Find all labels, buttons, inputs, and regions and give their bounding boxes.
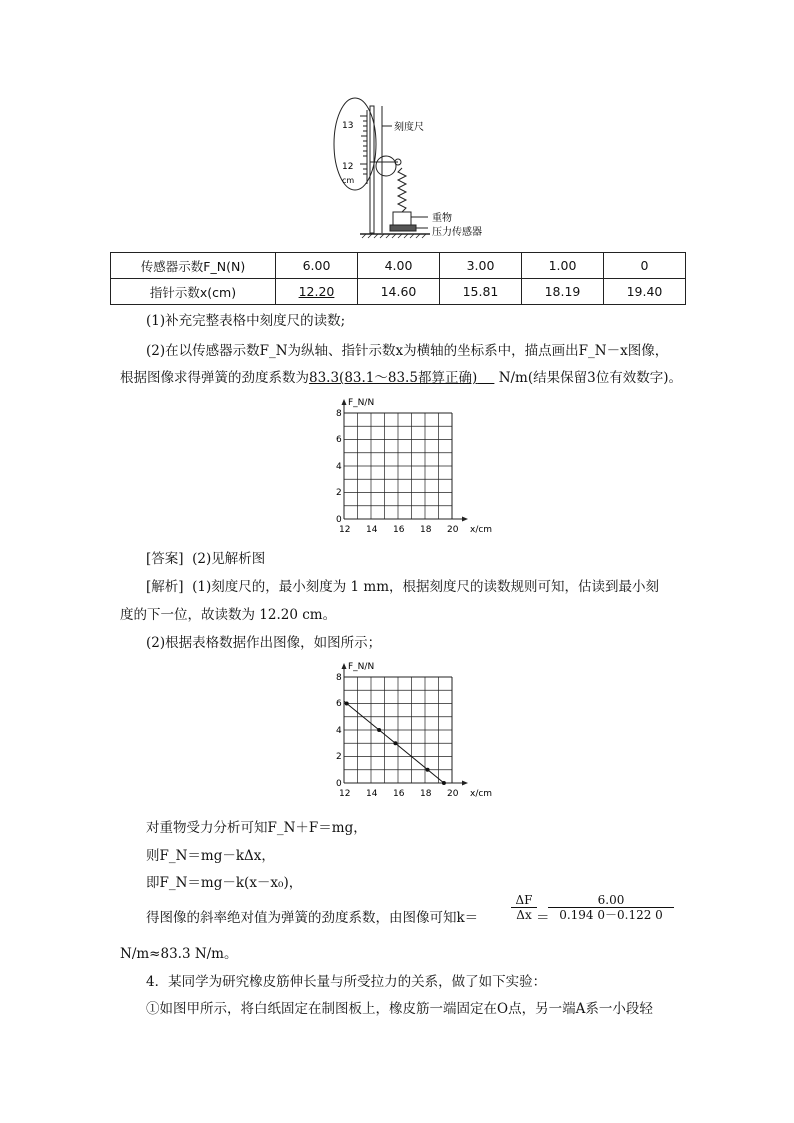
table-cell: 3.00	[440, 253, 522, 279]
data-point	[442, 781, 446, 785]
fraction-1	[511, 893, 537, 923]
k-equals: k＝	[456, 910, 479, 926]
table-cell: 19.40	[604, 279, 686, 305]
y-tick-label: 2	[336, 488, 342, 498]
problem4-line2: ①如图甲所示，将白纸固定在制图板上，橡皮筋一端固定在O点，另一端A系一小段轻	[146, 1001, 653, 1017]
table-cell: 18.19	[522, 279, 604, 305]
q2-answer: 83.3(83.1～83.5都算正确)	[309, 370, 478, 386]
apparatus-figure	[330, 96, 490, 241]
y-tick-label: 8	[336, 409, 342, 419]
weight-block	[393, 212, 411, 225]
x-tick-label: 16	[393, 789, 405, 799]
derivation-line2: 则F_N＝mg－kΔx，	[146, 848, 275, 864]
y-axis-arrow	[342, 399, 347, 405]
x-tick-label: 18	[420, 525, 432, 535]
weight-label: 重物	[432, 213, 452, 224]
question-2-line2	[120, 366, 682, 386]
data-point	[345, 702, 349, 706]
table-cell: 1.00	[522, 253, 604, 279]
row1-label: 传感器示数F_N(N)	[111, 253, 276, 279]
y-tick-label: 2	[336, 752, 342, 762]
answer-text: (2)见解析图	[192, 551, 266, 567]
analysis-line3: (2)根据表格数据作出图像，如图所示；	[146, 635, 382, 651]
table-row	[111, 253, 686, 279]
fraction-2	[548, 893, 674, 923]
tick-13-label: 13	[342, 121, 354, 131]
y-tick-label: 6	[336, 435, 342, 445]
analysis-line2: 度的下一位，故读数为 12.20 cm。	[120, 607, 337, 623]
frac2-num: 6.00	[548, 893, 674, 908]
grid	[342, 399, 469, 522]
problem4-line1: 4．某同学为研究橡皮筋伸长量与所受拉力的关系，做了如下实验：	[146, 974, 547, 990]
x-tick-label: 14	[366, 525, 378, 535]
ruler-ticks	[360, 110, 367, 184]
derivation-text: 得图像的斜率绝对值为弹簧的劲度系数，由图像可知	[146, 910, 457, 926]
tick-12-label: 12	[342, 162, 354, 172]
grid	[342, 663, 469, 786]
row2-label: 指针示数x(cm)	[111, 279, 276, 305]
plotted-graph	[322, 660, 502, 802]
y-axis-arrow	[342, 663, 347, 669]
table-cell: 15.81	[440, 279, 522, 305]
equals-sign: ＝	[536, 910, 550, 926]
y-tick-label: 4	[336, 726, 342, 736]
pressure-sensor	[390, 225, 416, 231]
table-cell: 4.00	[358, 253, 440, 279]
q2-pre: 根据图像求得弹簧的劲度系数为	[120, 370, 309, 386]
answer-value: 12.20	[298, 284, 335, 299]
x-tick-label: 20	[447, 789, 459, 799]
derivation-line4	[146, 906, 478, 926]
blank-graph	[322, 396, 502, 538]
analysis-line1	[146, 575, 659, 595]
x-tick-label: 12	[339, 525, 351, 535]
sensor-label: 压力传感器	[432, 227, 482, 238]
frac1-num: ΔF	[511, 893, 537, 908]
table-cell: 6.00	[276, 253, 358, 279]
table-cell-answer	[276, 279, 358, 305]
y-axis-label: F_N/N	[348, 398, 375, 408]
table-cell: 0	[604, 253, 686, 279]
analysis-tag: [解析]	[146, 579, 184, 595]
data-point	[377, 728, 381, 732]
x-tick-label: 20	[447, 525, 459, 535]
derivation-line3: 即F_N＝mg－k(x－x₀)，	[146, 875, 303, 891]
analysis-text: (1)刻度尺的，最小刻度为 1 mm，根据刻度尺的读数规则可知，估读到最小刻	[192, 579, 660, 595]
frac2-den: 0.194 0－0.122 0	[559, 908, 663, 922]
y-tick-label: 4	[336, 462, 342, 472]
x-tick-label: 16	[393, 525, 405, 535]
spring	[398, 168, 406, 212]
unit-label: cm	[342, 176, 355, 185]
answer-line	[146, 547, 265, 567]
scale-label: 刻度尺	[394, 122, 424, 133]
y-tick-label: 0	[336, 515, 342, 525]
x-tick-label: 12	[339, 789, 351, 799]
y-axis-label: F_N/N	[348, 662, 375, 672]
y-tick-label: 6	[336, 699, 342, 709]
x-tick-label: 14	[366, 789, 378, 799]
answer-tag: [答案]	[146, 551, 184, 567]
x-axis-arrow	[462, 517, 468, 522]
question-2-line1: (2)在以传感器示数F_N为纵轴、指针示数x为横轴的坐标系中，描点画出F_N－x图像，	[146, 343, 669, 359]
derivation-line5: N/m≈83.3 N/m。	[120, 946, 238, 962]
y-tick-label: 8	[336, 673, 342, 683]
frac1-den: Δx	[516, 908, 532, 922]
y-tick-label: 0	[336, 779, 342, 789]
question-1: (1)补充完整表格中刻度尺的读数;	[146, 313, 346, 329]
data-table	[110, 252, 686, 305]
data-point	[426, 768, 430, 772]
x-axis-label: x/cm	[470, 525, 493, 535]
table-row	[111, 279, 686, 305]
data-point	[393, 741, 397, 745]
x-axis-arrow	[462, 781, 468, 786]
x-tick-label: 18	[420, 789, 432, 799]
x-axis-label: x/cm	[470, 789, 493, 799]
derivation-line1: 对重物受力分析可知F_N＋F＝mg，	[146, 820, 367, 836]
table-cell: 14.60	[358, 279, 440, 305]
q2-post: N/m(结果保留3位有效数字)。	[498, 370, 682, 386]
